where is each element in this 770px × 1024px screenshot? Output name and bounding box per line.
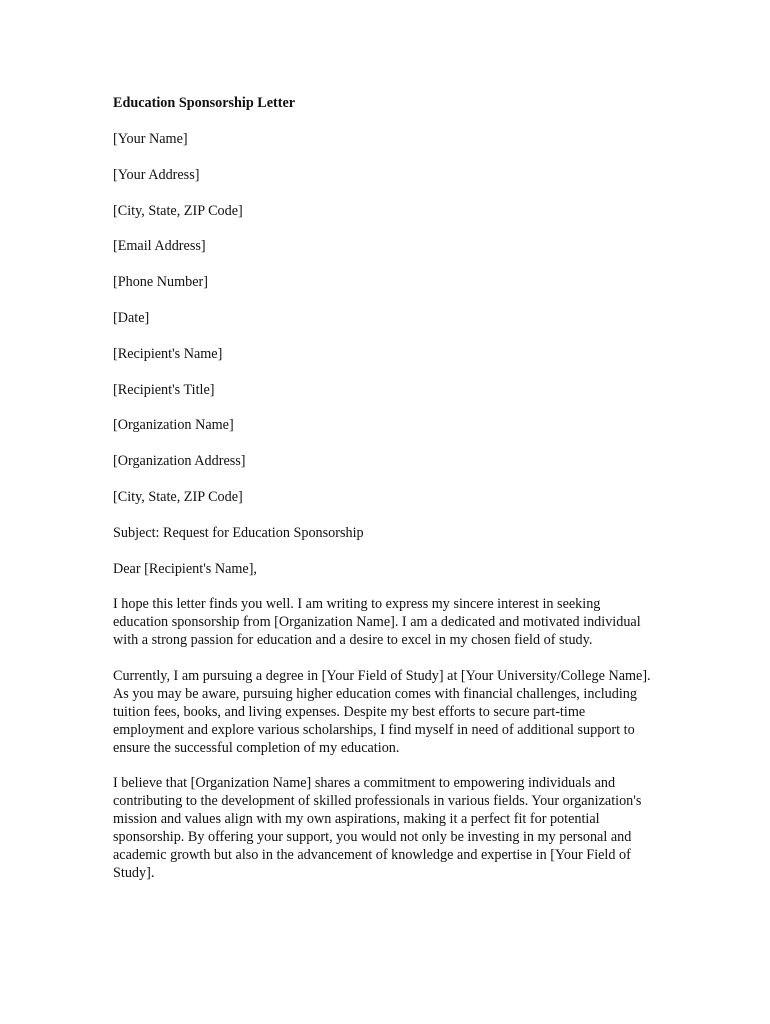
sender-city-state-zip: [City, State, ZIP Code] <box>113 202 243 219</box>
sender-phone: [Phone Number] <box>113 274 208 291</box>
body-paragraph-3: I believe that [Organization Name] shares a commitment to empowering individuals and contributing to the development of skilled professionals in various fields. Your organization's mission and values align with my own aspirations, making it a perfect fit for potential sponsorship. By offering your support, you would not only be investing in my personal and academic growth but also in the advancement of knowledge and expertise in [Your Field of Study]. <box>113 775 642 882</box>
recipient-organization: [Organization Name] <box>113 417 234 434</box>
recipient-address: [Organization Address] <box>113 453 246 470</box>
body-paragraph-1: I hope this letter finds you well. I am writing to express my sincere interest in seeking education sponsorship from [Organization Name]. I am a dedicated and motivated individual with a strong passion for education and a desire to excel in my chosen field of study. <box>113 596 641 649</box>
recipient-name: [Recipient's Name] <box>113 345 223 362</box>
document-title: Education Sponsorship Letter <box>113 95 296 111</box>
body-paragraph-2: Currently, I am pursuing a degree in [Your Field of Study] at [Your University/College Name]. As you may be aware, pursuing higher education comes with financial challenges, including tuition fees, books, and living expenses. Despite my best efforts to secure part-time employment and explore various scholarships, I find myself in need of additional support to ensure the successful completion of my education. <box>113 667 651 756</box>
sender-name: [Your Name] <box>113 131 188 147</box>
sender-email: [Email Address] <box>113 238 206 255</box>
salutation: Dear [Recipient's Name], <box>113 560 257 577</box>
sender-address: [Your Address] <box>113 166 200 183</box>
letter-date: [Date] <box>113 309 150 326</box>
recipient-city-state-zip: [City, State, ZIP Code] <box>113 488 243 505</box>
letter-body <box>113 94 658 900</box>
subject-line: Subject: Request for Education Sponsorship <box>113 524 364 541</box>
recipient-title: [Recipient's Title] <box>113 381 215 398</box>
